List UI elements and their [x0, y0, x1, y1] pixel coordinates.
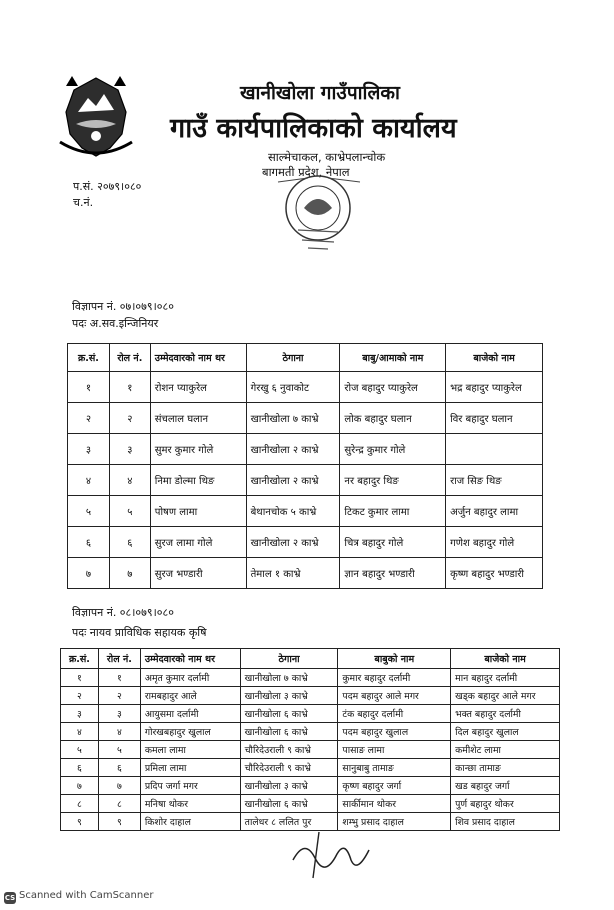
parent-name-cell: लोक बहादुर घलान: [340, 403, 446, 434]
grandfather-name-cell: कृष्ण बहादुर भण्डारी: [446, 558, 543, 589]
address-cell: खानीखोला ६ काभ्रे: [240, 705, 338, 723]
address-cell: खानीखोला ७ काभ्रे: [240, 669, 338, 687]
roll-cell: ६: [98, 759, 140, 777]
signature-icon: [285, 830, 395, 890]
address-cell: खानीखोला २ काभ्रे: [246, 434, 340, 465]
municipality-name: खानीखोला गाउँपालिका: [240, 82, 400, 104]
serial-cell: ४: [61, 723, 99, 741]
candidate-table-2: [60, 648, 560, 831]
roll-cell: ६: [109, 527, 150, 558]
father-name-cell: सानुबाबु तामाङ: [338, 759, 451, 777]
table-row: [68, 527, 543, 558]
roll-cell: ४: [109, 465, 150, 496]
grandfather-name-cell: कान्छा तामाङ: [451, 759, 560, 777]
candidate-name-cell: निमा डोल्मा थिङ: [150, 465, 246, 496]
address-cell: तालेधर ८ ललित पुर: [240, 813, 338, 831]
candidate-name-cell: मनिषा थोकर: [140, 795, 240, 813]
advertisement-number-1: विज्ञापन नं. ०७।०७९।०८०: [72, 300, 174, 313]
advertisement-number-2: विज्ञापन नं. ०८।०७९।०८०: [72, 606, 174, 619]
column-header: उम्मेदवारको नाम थर: [140, 649, 240, 669]
roll-cell: १: [109, 372, 150, 403]
candidate-name-cell: रामबहादुर आले: [140, 687, 240, 705]
column-header: क्र.सं.: [68, 344, 110, 372]
office-address: साल्मेचाकल, काभ्रेपलान्चोक: [268, 150, 386, 164]
father-name-cell: कृष्ण बहादुर जर्गा: [338, 777, 451, 795]
table-row: [61, 777, 560, 795]
candidate-name-cell: प्रदिप जर्गा मगर: [140, 777, 240, 795]
table-row: [61, 813, 560, 831]
candidate-name-cell: सुमर कुमार गोले: [150, 434, 246, 465]
table-row: [61, 723, 560, 741]
address-cell: खानीखोला ३ काभ्रे: [240, 777, 338, 795]
parent-name-cell: चित्र बहादुर गोले: [340, 527, 446, 558]
address-cell: खानीखोला ६ काभ्रे: [240, 795, 338, 813]
column-header: ठेगाना: [240, 649, 338, 669]
dispatch-number: च.नं.: [73, 196, 94, 209]
serial-cell: ६: [68, 527, 110, 558]
address-cell: चौरिदेउराली ९ काभ्रे: [240, 741, 338, 759]
column-header: रोल नं.: [98, 649, 140, 669]
father-name-cell: शम्भु प्रसाद दाहाल: [338, 813, 451, 831]
parent-name-cell: नर बहादुर थिङ: [340, 465, 446, 496]
roll-cell: ४: [98, 723, 140, 741]
column-header: ठेगाना: [246, 344, 340, 372]
roll-cell: ५: [98, 741, 140, 759]
father-name-cell: पदम बहादुर आले मगर: [338, 687, 451, 705]
office-stamp-icon: [268, 160, 368, 260]
address-cell: बेथानचोक ५ काभ्रे: [246, 496, 340, 527]
column-header: बाबु/आमाको नाम: [340, 344, 446, 372]
address-cell: खानीखोला ३ काभ्रे: [240, 687, 338, 705]
serial-cell: ५: [61, 741, 99, 759]
roll-cell: २: [98, 687, 140, 705]
roll-cell: ५: [109, 496, 150, 527]
serial-cell: १: [68, 372, 110, 403]
parent-name-cell: ज्ञान बहादुर भण्डारी: [340, 558, 446, 589]
roll-cell: ३: [98, 705, 140, 723]
address-cell: खानीखोला ६ काभ्रे: [240, 723, 338, 741]
father-name-cell: टंक बहादुर दर्लामी: [338, 705, 451, 723]
office-name: गाउँ कार्यपालिकाको कार्यालय: [170, 113, 457, 144]
grandfather-name-cell: दिल बहादुर खुलाल: [451, 723, 560, 741]
grandfather-name-cell: राज सिङ थिङ: [446, 465, 543, 496]
column-header: बाबुको नाम: [338, 649, 451, 669]
roll-cell: २: [109, 403, 150, 434]
grandfather-name-cell: खड्क बहादुर आले मगर: [451, 687, 560, 705]
grandfather-name-cell: कमीशेट लामा: [451, 741, 560, 759]
father-name-cell: पासाङ लामा: [338, 741, 451, 759]
father-name-cell: कुमार बहादुर दर्लामी: [338, 669, 451, 687]
address-cell: गेरखु ६ नुवाकोट: [246, 372, 340, 403]
roll-cell: ३: [109, 434, 150, 465]
serial-cell: १: [61, 669, 99, 687]
grandfather-name-cell: खड बहादुर जर्गा: [451, 777, 560, 795]
parent-name-cell: टिकट कुमार लामा: [340, 496, 446, 527]
candidate-name-cell: किशोर दाहाल: [140, 813, 240, 831]
grandfather-name-cell: पुर्ण बहादुर थोकर: [451, 795, 560, 813]
address-cell: चौरिदेउराली ९ काभ्रे: [240, 759, 338, 777]
column-header: बाजेको नाम: [451, 649, 560, 669]
candidate-name-cell: सुरज लामा गोले: [150, 527, 246, 558]
column-header: बाजेको नाम: [446, 344, 543, 372]
table-row: [68, 465, 543, 496]
candidate-name-cell: अमृत कुमार दर्लामी: [140, 669, 240, 687]
table-row: [61, 687, 560, 705]
table-row: [61, 759, 560, 777]
grandfather-name-cell: [446, 434, 543, 465]
roll-cell: ९: [98, 813, 140, 831]
serial-cell: ७: [61, 777, 99, 795]
father-name-cell: पदम बहादुर खुलाल: [338, 723, 451, 741]
candidate-name-cell: पोषण लामा: [150, 496, 246, 527]
candidate-name-cell: आयुसमा दर्लामी: [140, 705, 240, 723]
camscanner-icon: CS: [4, 894, 16, 902]
candidate-name-cell: प्रमिला लामा: [140, 759, 240, 777]
reference-number: प.सं. २०७९।०८०: [73, 180, 142, 193]
address-cell: खानीखोला २ काभ्रे: [246, 465, 340, 496]
table-row: [68, 403, 543, 434]
grandfather-name-cell: भद्र बहादुर प्याकुरेल: [446, 372, 543, 403]
serial-cell: ९: [61, 813, 99, 831]
table-row: [61, 705, 560, 723]
candidate-name-cell: गोरखबहादुर खुलाल: [140, 723, 240, 741]
address-cell: खानीखोला ७ काभ्रे: [246, 403, 340, 434]
serial-cell: ७: [68, 558, 110, 589]
parent-name-cell: सुरेन्द्र कुमार गोले: [340, 434, 446, 465]
roll-cell: ८: [98, 795, 140, 813]
serial-cell: ३: [61, 705, 99, 723]
table-row: [68, 434, 543, 465]
serial-cell: ३: [68, 434, 110, 465]
table-row: [61, 795, 560, 813]
column-header: रोल नं.: [109, 344, 150, 372]
serial-cell: ४: [68, 465, 110, 496]
father-name-cell: सार्कीमान थोकर: [338, 795, 451, 813]
candidate-name-cell: संचलाल घलान: [150, 403, 246, 434]
grandfather-name-cell: विर बहादुर घलान: [446, 403, 543, 434]
table-row: [61, 741, 560, 759]
candidate-name-cell: सुरज भण्डारी: [150, 558, 246, 589]
column-header: क्र.सं.: [61, 649, 99, 669]
table-row: [61, 669, 560, 687]
grandfather-name-cell: मान बहादुर दर्लामी: [451, 669, 560, 687]
table-row: [68, 372, 543, 403]
grandfather-name-cell: अर्जुन बहादुर लामा: [446, 496, 543, 527]
scanner-watermark: [4, 890, 154, 904]
roll-cell: ७: [98, 777, 140, 795]
serial-cell: ५: [68, 496, 110, 527]
column-header: उम्मेदवारको नाम थर: [150, 344, 246, 372]
serial-cell: २: [68, 403, 110, 434]
scanner-label: Scanned with CamScanner: [19, 890, 154, 901]
table-row: [68, 558, 543, 589]
roll-cell: १: [98, 669, 140, 687]
grandfather-name-cell: भक्त बहादुर दर्लामी: [451, 705, 560, 723]
address-cell: खानीखोला २ काभ्रे: [246, 527, 340, 558]
post-title-1: पदः अ.सव.इन्जिनियर: [72, 317, 159, 330]
roll-cell: ७: [109, 558, 150, 589]
address-cell: तेमाल १ काभ्रे: [246, 558, 340, 589]
serial-cell: ६: [61, 759, 99, 777]
grandfather-name-cell: गणेश बहादुर गोले: [446, 527, 543, 558]
candidate-table-1: [67, 343, 543, 589]
post-title-2: पदः नायव प्राविधिक सहायक कृषि: [72, 626, 207, 639]
parent-name-cell: रोज बहादुर प्याकुरेल: [340, 372, 446, 403]
serial-cell: २: [61, 687, 99, 705]
grandfather-name-cell: शिव प्रसाद दाहाल: [451, 813, 560, 831]
serial-cell: ८: [61, 795, 99, 813]
candidate-name-cell: कमला लामा: [140, 741, 240, 759]
province-country: बागमती प्रदेश, नेपाल: [262, 165, 350, 179]
table-header-row: [68, 344, 543, 372]
candidate-name-cell: रोशन प्याकुरेल: [150, 372, 246, 403]
table-header-row: [61, 649, 560, 669]
table-row: [68, 496, 543, 527]
nepal-emblem-icon: [52, 72, 140, 164]
